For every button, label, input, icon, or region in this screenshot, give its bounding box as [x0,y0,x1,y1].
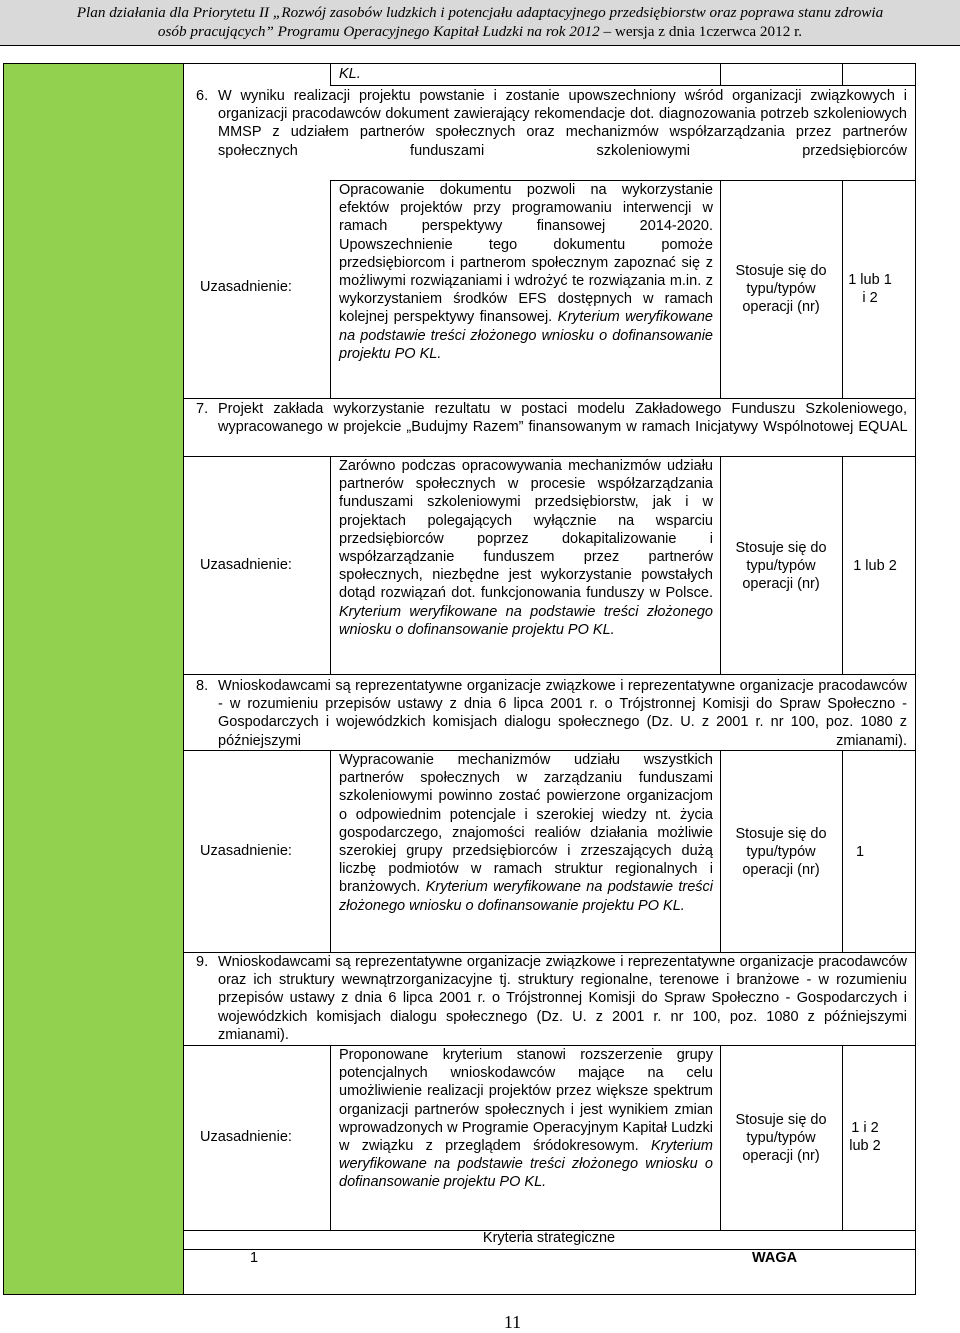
verification-text: Kryterium weryfikowane na podstawie treści złożonego wniosku o dofinansowanie projektu PO KL. [339,603,713,638]
weight-value: 1 lub 1 i 2 [848,272,892,307]
justification-9 [339,1046,713,1192]
justification-8 [339,751,713,915]
applies-to: Stosuje się do typu/typów operacji (nr) [735,826,827,879]
justification-text: Proponowane kryterium stanowi rozszerzenie grupy potencjalnych wnioskodawców mające na celu umożliwienie realizacji projektów przez większe spektrum organizacji partnerów społecznych i jest wynikiem zmian wprowadzonych w Programie Operacyjnym Kapitał Ludzki w związku z przeglądem śródokresowym. [339,1047,713,1155]
justification-label: Uzasadnienie: [200,557,292,573]
header-line-2 [0,22,960,41]
applies-to: Stosuje się do typu/typów operacji (nr) [735,263,827,316]
criterion-7 [196,400,907,455]
header-line-1: Plan działania dla Priorytetu II „Rozwój zasobów ludzkich i potencjału adaptacyjnego przedsiębiorstw oraz poprawa stanu zdrowia [76,4,884,21]
criterion-text: Wnioskodawcami są reprezentatywne organizacje związkowe i reprezentatywne organizacje pracodawców oraz ich struktury wewnątrzorganizacyjne tj. struktury regionalne, terenowe i branżowe - w rozumieniu przepisów ustawy z dnia 6 lipca 2001 r. o Trójstronnej Komisji do Spraw Społeczno - Gospodarczych i wojewódzkich komisjach dialogu społecznego (Dz. U. z 2001 r. nr 100, poz. 1080 z późniejszymi zmianami). [218,954,907,1043]
footer-number: 1 [250,1250,259,1266]
verification-text: Kryterium weryfikowane na podstawie treści złożonego wniosku o dofinansowanie projektu PO KL. [339,309,713,362]
criterion-number: 7. [196,401,209,417]
section-title: Kryteria strategiczne [482,1230,616,1246]
page-number: 11 [503,1312,522,1332]
document-header [0,0,960,46]
applies-to: Stosuje się do typu/typów operacji (nr) [735,1112,827,1165]
weight-value: 1 lub 2 [853,558,897,574]
weight-value: 1 i 2 lub 2 [849,1120,881,1155]
justification-label: Uzasadnienie: [200,279,292,295]
green-left-column [3,64,183,1294]
applies-to: Stosuje się do typu/typów operacji (nr) [735,540,827,593]
justification-6 [339,181,713,363]
header-line-2-italic: osób pracujących” Programu Operacyjnego Kapitał Ludzki na rok 2012 – [157,23,612,40]
verification-text: Kryterium weryfikowane na podstawie treści złożonego wniosku o dofinansowanie projektu PO KL. [339,1138,714,1191]
weight-value: 1 [855,844,865,860]
justification-label: Uzasadnienie: [200,1129,292,1145]
criterion-number: 9. [196,954,209,970]
justification-7 [339,457,713,639]
justification-text: Opracowanie dokumentu pozwoli na wykorzystanie efektów projektów przy programowaniu interwencji w ramach perspektywy finansowej 2014-2020. Upowszechnienie tego dokumentu pomoże przedsiębiorcom i partnerom społecznym zapoznać się z możliwymi rozwiązaniami i wdrożyć te rozwiązania m.in. z wykorzystaniem środków EFS dostępnych w ramach kolejnej perspektywy finansowej. [339,182,713,326]
justification-label: Uzasadnienie: [200,843,292,859]
criterion-text: Wnioskodawcami są reprezentatywne organizacje związkowe i reprezentatywne organizacje pracodawców - w rozumieniu przepisów ustawy z dnia 6 lipca 2001 r. o Trójstronnej Komisji do Spraw Społeczno - Gospodarczych i wojewódzkich komisjach dialogu społecznego (Dz. U. z 2001 r. nr 100, poz. 1080 z późniejszymi zmianami). [218,678,907,749]
justification-text: Wypracowanie mechanizmów udziału wszystkich partnerów społecznych w zarządzaniu funduszami szkoleniowymi powinno zostać powierzone organizacjom o odpowiednim potencjale i szerokiej wiedzy nt. życia gospodarczego, znajomości realiów działania możliwie szerokiej grupy przedsiębiorców i zrzeszających dużą liczbę podmiotów w ramach struktur regionalnych i branżowych. [339,752,713,896]
header-version: wersja z dnia 1czerwca 2012 r. [611,23,803,40]
criterion-number: 6. [196,88,209,104]
verification-text: Kryterium weryfikowane na podstawie treści złożonego wniosku o dofinansowanie projektu PO KL. [339,879,714,914]
criterion-number: 8. [196,678,209,694]
criterion-text: W wyniku realizacji projektu powstanie i zostanie upowszechniony wśród organizacji związkowych i organizacji pracodawców dokument zawierający rekomendacje dot. diagnozowania potrzeb szkoleniowych MMSP z udziałem partnerów społecznych oraz mechanizmów współzarządzania przez partnerów społecznych funduszami szkoleniowymi przedsiębiorców [218,88,907,159]
continuation-text: KL. [339,66,361,82]
weight-header: WAGA [752,1250,798,1266]
criterion-6 [196,87,907,178]
justification-text: Zarówno podczas opracowywania mechanizmów udziału partnerów społecznych w procesie współzarządzania funduszami szkoleniowymi przedsiębiorstw, jak i w projektach polegających wyłącznie na wsparciu przedsiębiorców poprzez dokapitalizowanie i współzarządzanie funduszem przez partnerów społecznych, niezbędne jest wykorzystanie powstałych dotąd rozwiązań dot. funkcjonowania funduszy w Polsce. [339,458,713,602]
criterion-text: Projekt zakłada wykorzystanie rezultatu w postaci modelu Zakładowego Funduszu Szkoleniowego, wypracowanego w projekcie „Budujmy Razem” finansowanym w ramach Inicjatywy Wspólnotowej EQUAL [218,401,907,436]
